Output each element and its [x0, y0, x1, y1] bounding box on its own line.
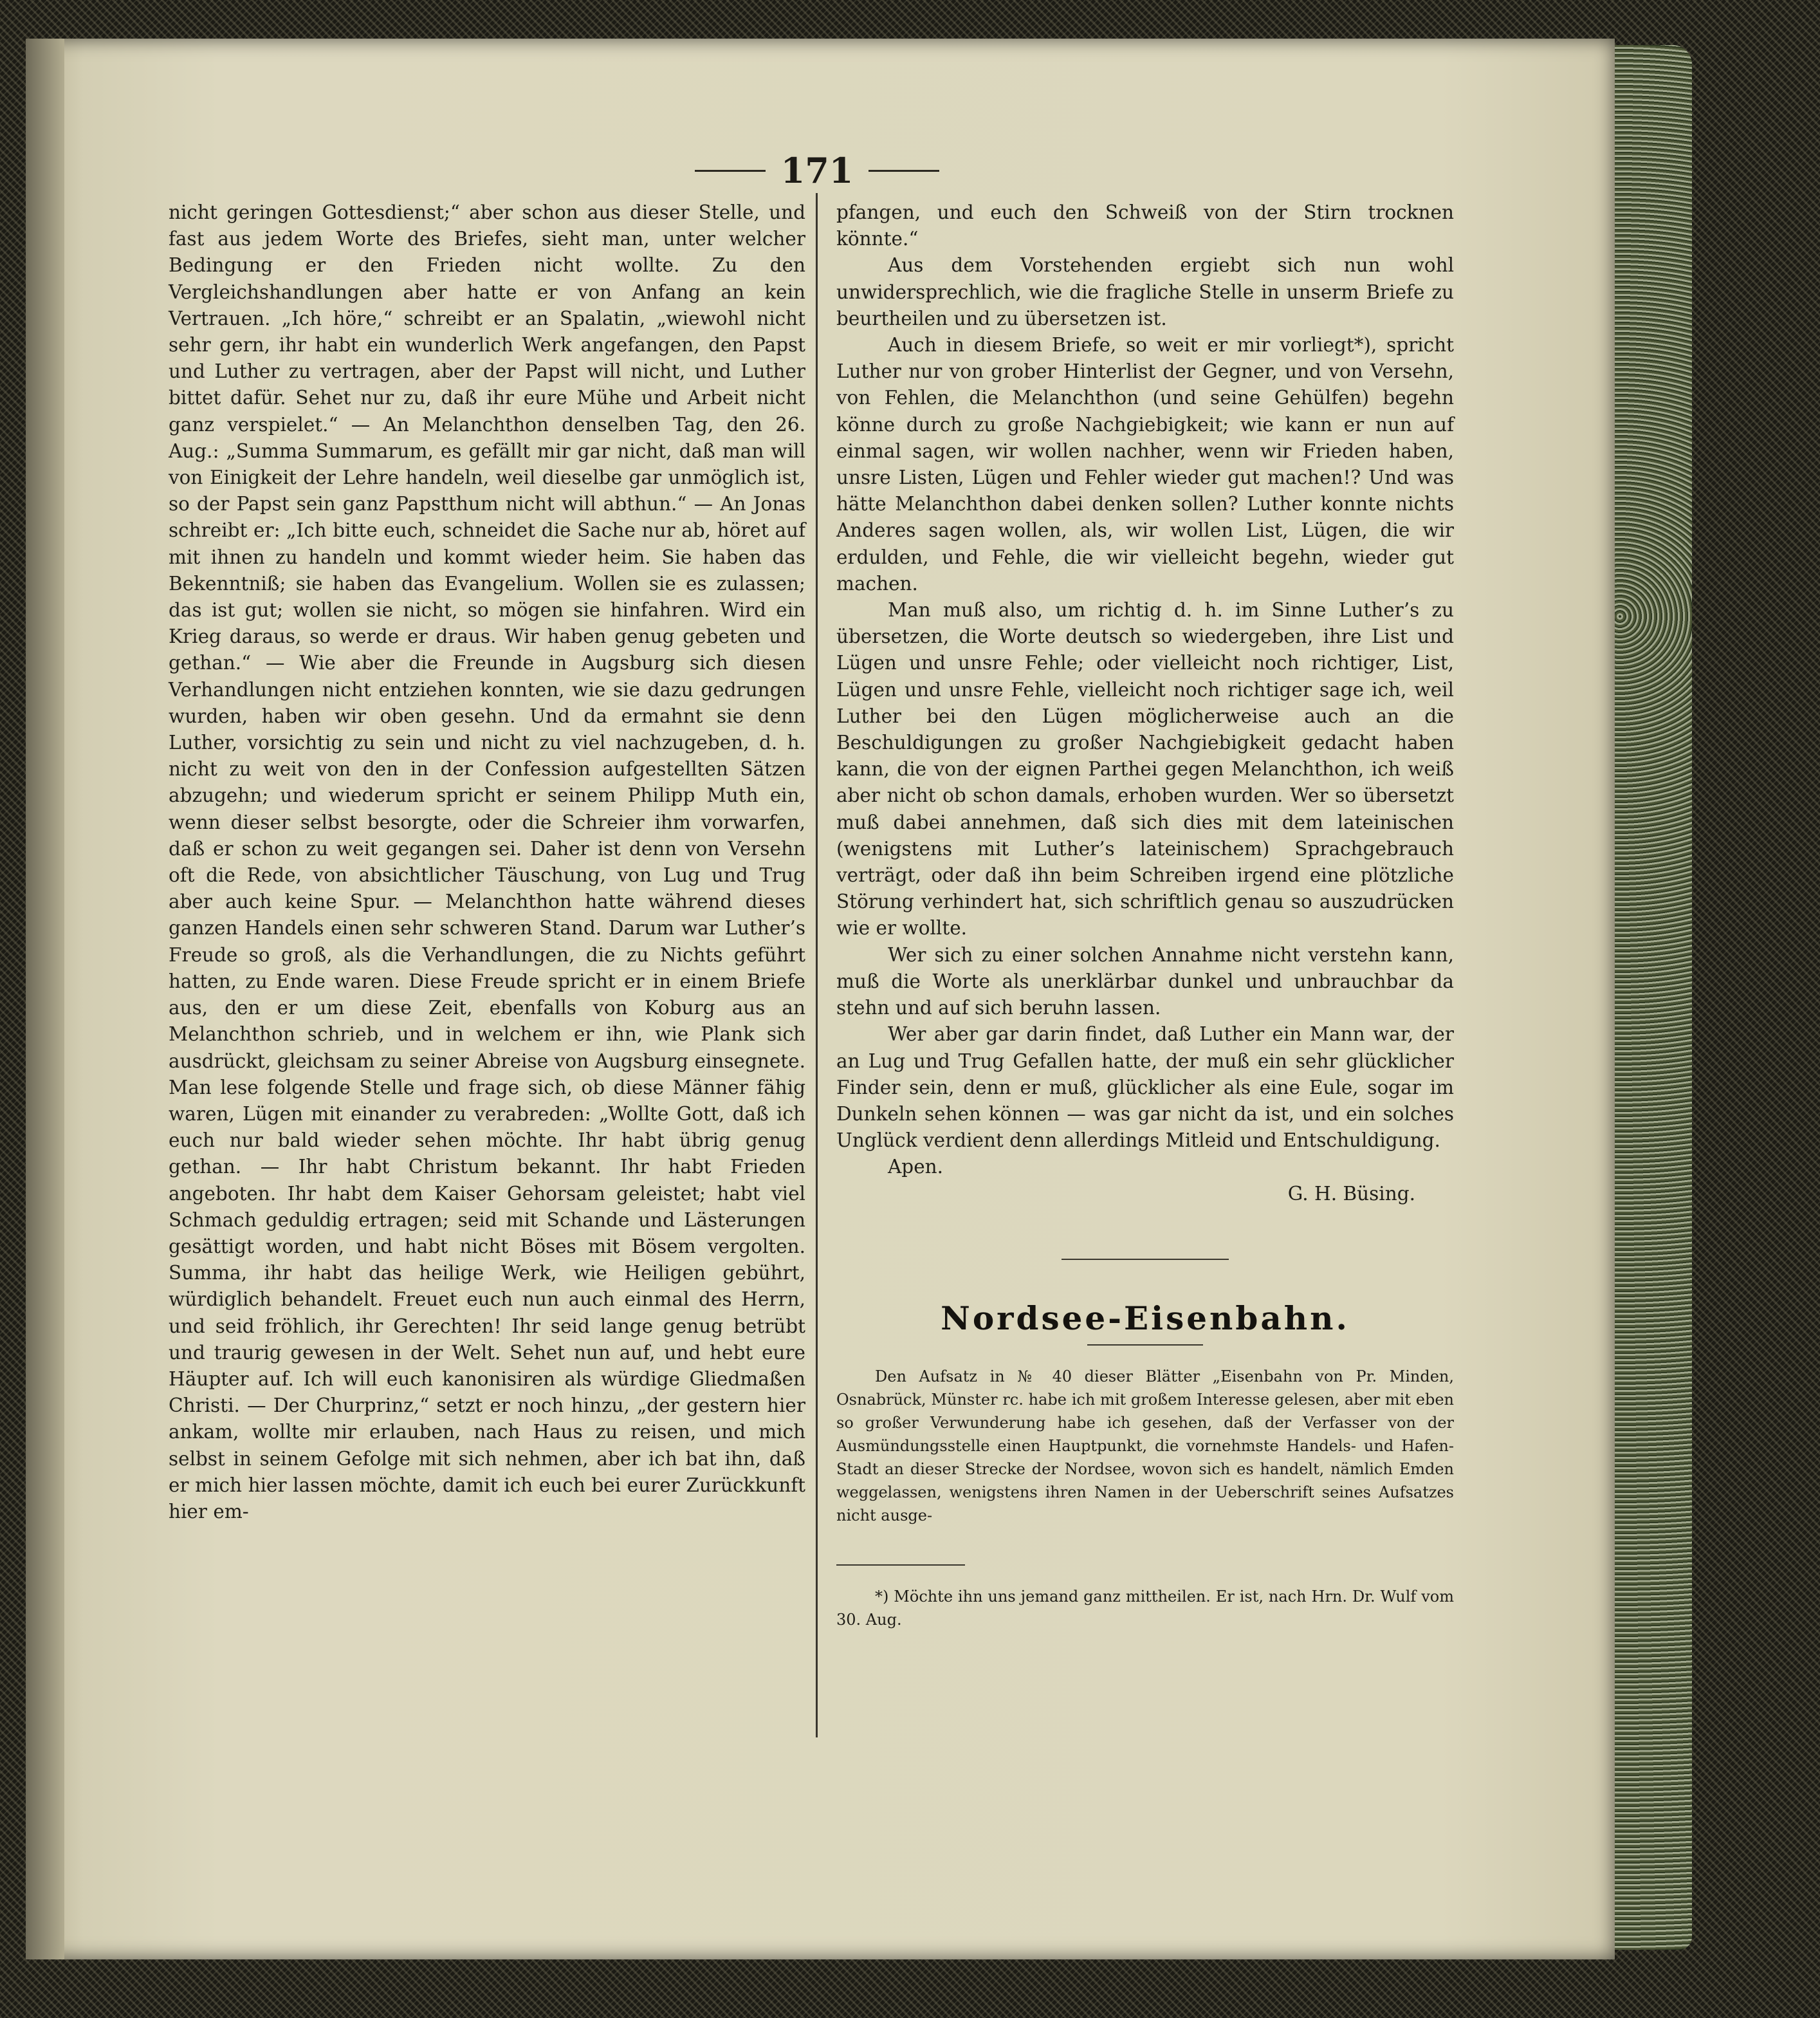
right-column — [836, 199, 1454, 1631]
binding-gutter — [26, 39, 64, 1959]
header-rule-right — [869, 170, 939, 172]
title-underline — [1087, 1344, 1203, 1346]
page-number: 171 — [780, 150, 854, 191]
continuation-text: pfangen, und euch den Schweiß von der Stirn trocknen könnte.“ — [836, 201, 1454, 250]
paragraph: Wer sich zu einer solchen Annahme nicht verstehn kann, muß die Worte als unerklärbar dunkel und unbrauchbar da stehn und auf sich beruhn lassen. — [836, 943, 1454, 1019]
author-signature: G. H. Büsing. — [1287, 1182, 1415, 1205]
place-line: Apen. — [888, 1156, 944, 1178]
page-header — [688, 148, 946, 193]
article-text: Den Aufsatz in № 40 dieser Blätter „Eisenbahn von Pr. Minden, Osnabrück, Münster rc. habe ich mit großem Interesse gelesen, aber mit eben so großer Verwunderung habe ich gesehen, daß der Verfasser von der Ausmündungsstelle einen Hauptpunkt, die vornehmste Handels- und Hafen-Stadt an dieser Strecke der Nordsee, wovon sich es handelt, nämlich Emden weggelassen, wenigstens ihren Namen in der Ueberschrift seines Aufsatzes nicht ausge- — [836, 1367, 1454, 1524]
left-column-text: nicht geringen Gottesdienst;“ aber schon aus dieser Stelle, und fast aus jedem Worte des Briefes, sieht man, unter welcher Bedingung er den Frieden nicht wollte. Zu den Vergleichshandlungen aber hatte er von Anfang an kein Vertrauen. „Ich höre,“ schreibt er an Spalatin, „wiewohl nicht sehr gern, ihr habt ein wunderlich Werk angefangen, den Papst und Luther zu vertragen, aber der Papst will nicht, und Luther bittet dafür. Sehet nur zu, daß ihr eure Mühe und Arbeit nicht ganz verspielet.“ — An Melanchthon denselben Tag, den 26. Aug.: „Summa Summarum, es gefällt mir gar nicht, daß man will von Einigkeit der Lehre handeln, weil dieselbe gar unmöglich ist, so der Papst sein ganz Papstthum nicht will abthun.“ — An Jonas schreibt er: „Ich bitte euch, schneidet die Sache nur ab, höret auf mit ihnen zu handeln und kommt wieder heim. Sie haben das Bekenntniß; sie haben das Evangelium. Wollen sie es zulassen; das ist gut; wollen sie nicht, so mögen sie hinfahren. Wird ein Krieg daraus, so werde er draus. Wir haben genug gebeten und gethan.“ — Wie aber die Freunde in Augsburg sich diesen Verhandlungen nicht entziehen konnten, wie sie dazu gedrungen wurden, haben wir oben gesehn. Und da ermahnt sie denn Luther, vorsichtig zu sein und nicht zu viel nachzugeben, d. h. nicht zu weit von den in der Confession aufgestellten Sätzen abzugehn; und wiederum spricht er seinem Philipp Muth ein, wenn dieser selbst besorgte, oder die Schreier ihm vorwarfen, daß er schon zu weit gegangen sei. Daher ist denn von Versehn oft die Rede, von absichtlicher Täuschung, von Lug und Trug aber auch keine Spur. — Melanchthon hatte während dieses ganzen Handels einen sehr schweren Stand. Darum war Luther’s Freude so groß, als die Verhandlungen, die zu Nichts geführt hatten, zu Ende waren. Diese Freude spricht er in einem Briefe aus, den er um diese Zeit, ebenfalls von Koburg aus an Melanchthon schrieb, und in welchem er ihn, wie Plank sich ausdrückt, gleichsam zu seiner Abreise von Augsburg einsegnete. Man lese folgende Stelle und frage sich, ob diese Männer fähig waren, Lügen mit einander zu verabreden: „Wollte Gott, daß ich euch nur bald wieder sehen möchte. Ihr habt übrig genug gethan. — Ihr habt Christum bekannt. Ihr habt Frieden angeboten. Ihr habt dem Kaiser Gehorsam geleistet; habt viel Schmach geduldig ertragen; seid mit Schande und Lästerungen gesättigt worden, und habt nicht Böses mit Bösem vergolten. Summa, ihr habt das heilige Werk, wie Heiligen gebührt, würdiglich behandelt. Freuet euch nun auch einmal des Herrn, und seid fröhlich, ihr Gerechten! Ihr seid lange genug betrübt und traurig gewesen in der Welt. Sehet nun auf, und hebt eure Häupter auf. Ich will euch kanonisiren als würdige Gliedmaßen Christi. — Der Churprinz,“ setzt er noch hinzu, „der gestern hier ankam, wollte mir erlauben, nach Haus zu reisen, und mich selbst in seinem Gefolge mit sich nehmen, aber ich bat ihn, daß er mich hier lassen möchte, damit ich euch bei eurer Zurückkunft hier em- — [169, 201, 805, 1523]
paragraph: Wer aber gar darin findet, daß Luther ein Mann war, der an Lug und Trug Gefallen hatte, der muß ein sehr glücklicher Finder sein, denn er muß, glücklicher als eine Eule, sogar im Dunkeln sehen können — was gar nicht da ist, und ein solches Unglück verdient denn allerdings Mitleid und Entschuldigung. — [836, 1023, 1454, 1152]
header-rule-left — [695, 170, 766, 172]
footnote: *) Möchte ihn uns jemand ganz mittheilen. Er ist, nach Hrn. Dr. Wulf vom 30. Aug. — [836, 1587, 1454, 1629]
section-title: Nordsee-Eisenbahn. — [941, 1299, 1350, 1337]
section-separator — [1062, 1259, 1229, 1260]
column-divider — [816, 193, 818, 1737]
footnote-rule — [836, 1564, 965, 1566]
paragraph: Man muß also, um richtig d. h. im Sinne Luther’s zu übersetzen, die Worte deutsch so wiedergeben, ihre List und Lügen und unsre Fehle; oder vielleicht noch richtiger, List, Lügen und unsre Fehle, vielleicht noch richtiger sage ich, weil Luther bei den Lügen möglicherweise auch an die Beschuldigungen zu großer Nachgiebigkeit gedacht haben kann, die von der eignen Parthei gegen Melanchthon, ich weiß aber nicht ob schon damals, erhoben wurden. Wer so übersetzt muß dabei annehmen, daß sich dies mit dem lateinischen (wenigstens mit Luther’s lateinischem) Sprachgebrauch verträgt, oder daß ihn beim Schreiben irgend eine plötzliche Störung verhindert hat, sich schriftlich genau so auszudrücken wie er wollte. — [836, 599, 1454, 940]
paragraph: Aus dem Vorstehenden ergiebt sich nun wohl unwidersprechlich, wie die fragliche Stelle in unserm Briefe zu beurtheilen und zu übersetzen ist. — [836, 254, 1454, 329]
left-column — [169, 199, 805, 1525]
paragraph: Auch in diesem Briefe, so weit er mir vorliegt*), spricht Luther nur von grober Hinterlist der Gegner, und von Versehn, von Fehlen, die Melanchthon (und seine Gehülfen) begehn könne durch zu große Nachgiebigkeit; wie kann er nun auf einmal sagen, wir wollen nachher, wenn wir Frieden haben, unsre Listen, Lügen und Fehler wieder gut machen!? Und was hätte Melanchthon dabei denken sollen? Luther konnte nichts Anderes sagen wollen, als, wir wollen List, Lügen, die wir erdulden, und Fehle, die wir vielleicht begehn, wieder gut machen. — [836, 334, 1454, 595]
